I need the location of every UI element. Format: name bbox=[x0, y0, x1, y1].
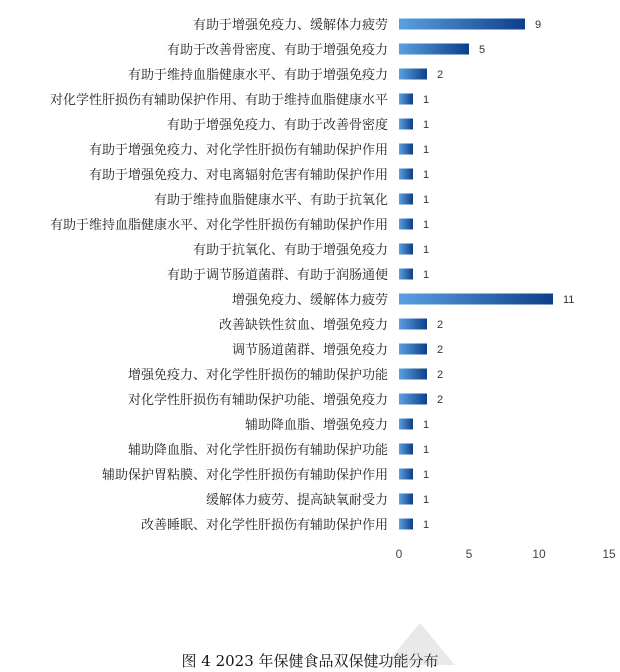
data-label: 2 bbox=[437, 344, 444, 356]
watermark-logo-icon bbox=[365, 615, 475, 670]
data-label: 1 bbox=[423, 94, 430, 106]
category-label: 辅助降血脂、对化学性肝损伤有辅助保护功能 bbox=[127, 443, 388, 458]
category-labels bbox=[50, 17, 388, 533]
data-label: 2 bbox=[437, 69, 444, 81]
data-label: 1 bbox=[423, 519, 430, 531]
category-label: 有助于调节肠道菌群、有助于润肠通便 bbox=[166, 268, 388, 283]
category-label: 改善睡眠、对化学性肝损伤有辅助保护作用 bbox=[140, 518, 388, 533]
category-label: 有助于增强免疫力、有助于改善骨密度 bbox=[166, 118, 388, 133]
category-label: 辅助保护胃粘膜、对化学性肝损伤有辅助保护作用 bbox=[101, 468, 388, 483]
category-label: 增强免疫力、缓解体力疲劳 bbox=[231, 293, 388, 308]
data-label: 1 bbox=[423, 494, 430, 506]
x-tick-label: 0 bbox=[395, 547, 403, 561]
bar bbox=[399, 469, 413, 480]
bar bbox=[399, 219, 413, 230]
category-label: 有助于维持血脂健康水平、有助于增强免疫力 bbox=[127, 68, 388, 83]
data-label: 5 bbox=[479, 44, 486, 56]
x-tick-label: 15 bbox=[602, 547, 616, 561]
category-label: 有助于抗氧化、有助于增强免疫力 bbox=[192, 243, 388, 258]
bar bbox=[399, 394, 427, 405]
category-label: 有助于改善骨密度、有助于增强免疫力 bbox=[166, 43, 388, 58]
bar bbox=[399, 19, 525, 30]
bar bbox=[399, 269, 413, 280]
category-label: 调节肠道菌群、增强免疫力 bbox=[231, 343, 388, 358]
bar bbox=[399, 194, 413, 205]
figure-caption: 图 4 2023 年保健食品双保健功能分布 bbox=[181, 652, 439, 670]
bar bbox=[399, 69, 427, 80]
data-label: 1 bbox=[423, 219, 430, 231]
x-tick-label: 5 bbox=[465, 547, 473, 561]
data-label: 2 bbox=[437, 394, 444, 406]
data-label: 1 bbox=[423, 269, 430, 281]
bar bbox=[399, 294, 553, 305]
category-label: 对化学性肝损伤有辅助保护作用、有助于维持血脂健康水平 bbox=[49, 93, 388, 108]
category-label: 辅助降血脂、增强免疫力 bbox=[244, 418, 388, 433]
x-tick-label: 10 bbox=[532, 547, 546, 561]
data-label: 9 bbox=[535, 19, 542, 31]
bar bbox=[399, 494, 413, 505]
bar bbox=[399, 369, 427, 380]
bar bbox=[399, 144, 413, 155]
category-label: 缓解体力疲劳、提高缺氧耐受力 bbox=[205, 493, 388, 508]
category-label: 增强免疫力、对化学性肝损伤的辅助保护功能 bbox=[127, 368, 388, 383]
data-label: 1 bbox=[423, 119, 430, 131]
bar bbox=[399, 519, 413, 530]
category-label: 有助于维持血脂健康水平、对化学性肝损伤有辅助保护作用 bbox=[49, 218, 388, 233]
bar bbox=[399, 344, 427, 355]
category-label: 改善缺铁性贫血、增强免疫力 bbox=[218, 318, 388, 333]
data-label: 1 bbox=[423, 244, 430, 256]
data-label: 1 bbox=[423, 144, 430, 156]
category-label: 有助于增强免疫力、缓解体力疲劳 bbox=[192, 18, 388, 33]
category-label: 有助于维持血脂健康水平、有助于抗氧化 bbox=[153, 193, 388, 208]
bar bbox=[399, 244, 413, 255]
bar bbox=[399, 119, 413, 130]
data-label: 1 bbox=[423, 469, 430, 481]
bar bbox=[399, 94, 413, 105]
data-label: 2 bbox=[437, 319, 444, 331]
data-label: 1 bbox=[423, 169, 430, 181]
data-label: 11 bbox=[563, 294, 575, 306]
bar bbox=[399, 444, 413, 455]
data-label: 2 bbox=[437, 369, 444, 381]
data-label: 1 bbox=[423, 444, 430, 456]
x-axis-ticks bbox=[396, 547, 616, 561]
value-labels bbox=[423, 19, 574, 531]
bar bbox=[399, 44, 469, 55]
data-label: 1 bbox=[423, 194, 430, 206]
category-label: 有助于增强免疫力、对电离辐射危害有辅助保护作用 bbox=[88, 168, 388, 183]
bar bbox=[399, 319, 427, 330]
data-label: 1 bbox=[423, 419, 430, 431]
bar bbox=[399, 419, 413, 430]
bar bbox=[399, 169, 413, 180]
category-label: 对化学性肝损伤有辅助保护功能、增强免疫力 bbox=[127, 393, 388, 408]
category-label: 有助于增强免疫力、对化学性肝损伤有辅助保护作用 bbox=[88, 143, 388, 158]
